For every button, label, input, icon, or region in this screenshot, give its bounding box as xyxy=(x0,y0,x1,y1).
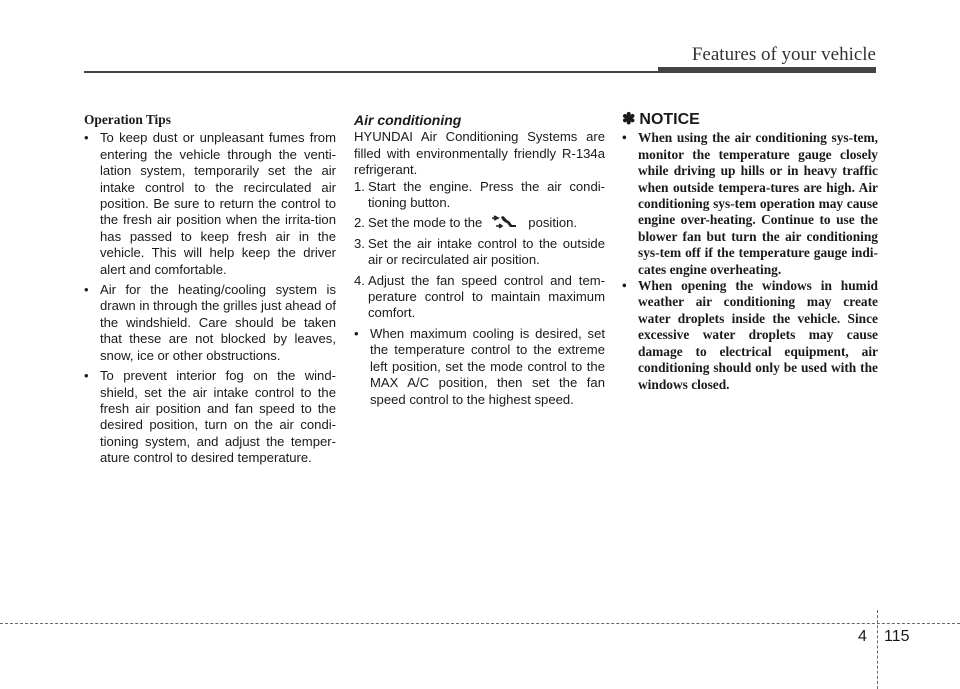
step-number: 2. xyxy=(354,215,365,231)
column-operation-tips xyxy=(84,112,336,471)
notice-item-text: When opening the windows in humid weather air conditioning may create water droplets inside the vehicle. Since excessive water droplets may cause damage to electrical equipment, air conditioning should only be used with the windows closed. xyxy=(638,278,878,392)
step-item xyxy=(354,236,605,269)
list-item-text: To keep dust or unpleasant fumes from entering the vehicle through the venti-lation system, temporarily set the air intake control to the recirculated air position. Be sure to return the control to the fresh air position when the irrita-tion has passed to keep fresh air in the vehicle. This will help keep the driver alert and comfortable. xyxy=(100,130,336,277)
header-rule xyxy=(84,71,876,73)
notice-item xyxy=(622,278,878,393)
step-text: Set the mode to the xyxy=(368,215,483,231)
notice-item-text: When using the air conditioning sys-tem, monitor the temperature gauge closely while driving up hills or in heavy traffic when outside tempera-tures are high. Air conditioning sys-tem operation may cause engine over-heating. Continue to use the blower fan but turn the air conditioning sys-tem off if the temperature gauge indi-cates engine overheating. xyxy=(638,130,878,277)
notice-body xyxy=(622,130,878,393)
mode-floor-vent-icon xyxy=(490,215,520,229)
list-item xyxy=(84,368,336,466)
list-item-text: To prevent interior fog on the wind-shield, set the air intake control to the fresh air position and fan speed to the desired position, turn on the air condi-tioning system, and adjust the temper-ature control to desired temperature. xyxy=(100,368,336,466)
step-text: Adjust the fan speed control and tem-perature control to maintain maximum comfort. xyxy=(368,272,605,321)
step-text: Start the engine. Press the air condi-tioning button. xyxy=(368,178,605,211)
bullet-mark: • xyxy=(622,130,627,146)
notice-item xyxy=(622,130,878,278)
notice-star-icon: ✽ xyxy=(622,111,636,128)
bullet-mark: • xyxy=(84,130,89,146)
step-item xyxy=(354,215,605,231)
bullet-mark: • xyxy=(622,278,627,294)
column-air-conditioning xyxy=(354,112,605,412)
list-item xyxy=(84,282,336,364)
notice-heading xyxy=(622,112,878,128)
list-item xyxy=(354,326,605,408)
step-number: 1. xyxy=(354,178,365,194)
bullet-mark: • xyxy=(84,368,89,384)
column-notice xyxy=(622,112,878,393)
notice-title-text: NOTICE xyxy=(639,111,700,128)
intro-paragraph: HYUNDAI Air Conditioning Systems are filled with environmentally friendly R-134a refrigerant. xyxy=(354,129,605,178)
air-conditioning-heading: Air conditioning xyxy=(354,112,462,128)
step-number: 4. xyxy=(354,272,365,288)
list-item xyxy=(84,130,336,278)
list-item-text: Air for the heating/cooling system is drawn in through the grilles just ahead of the windshield. Care should be taken that these are not blocked by leaves, snow, ice or other obstructions. xyxy=(100,282,336,363)
list-item-text: When maximum cooling is desired, set the temperature control to the extreme left position, set the mode control to the MAX A/C position, then set the fan speed control to the highest speed. xyxy=(370,325,605,407)
operation-tips-heading: Operation Tips xyxy=(84,112,171,127)
footer-rule xyxy=(0,623,960,624)
step-item xyxy=(354,273,605,322)
step-item xyxy=(354,179,605,212)
step-number: 3. xyxy=(354,235,365,251)
chapter-number: 4 xyxy=(858,628,867,645)
footer-divider xyxy=(877,610,878,689)
bullet-mark: • xyxy=(354,325,359,341)
bullet-mark: • xyxy=(84,282,89,298)
step-text: Set the air intake control to the outside air or recirculated air position. xyxy=(368,235,605,268)
section-title: Features of your vehicle xyxy=(691,44,876,65)
page-number: 115 xyxy=(884,628,910,645)
step-text-after: position. xyxy=(528,215,578,231)
